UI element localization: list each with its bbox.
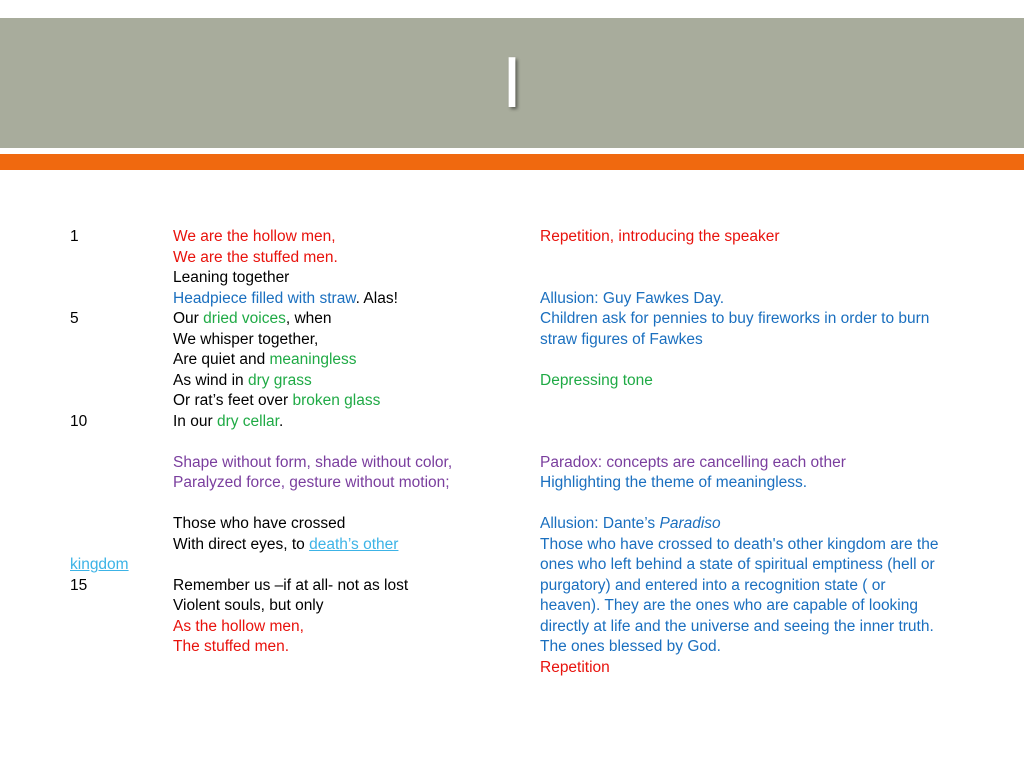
poem-line bbox=[173, 391, 380, 412]
poem-line: As the hollow men, bbox=[173, 617, 304, 635]
highlighted-phrase: Headpiece filled with straw bbox=[173, 289, 356, 307]
poem-line: We are the hollow men, bbox=[173, 228, 336, 245]
annotation: straw figures of Fawkes bbox=[540, 330, 703, 348]
poem-line: We are the stuffed men. bbox=[173, 248, 338, 266]
poem-row bbox=[70, 473, 990, 494]
annotation: ones who left behind a state of spiritual emptiness (hell or bbox=[540, 556, 935, 573]
highlighted-phrase: dried voices bbox=[203, 310, 286, 327]
annotation: Allusion: Guy Fawkes Day. bbox=[540, 289, 725, 307]
poem-line: We whisper together, bbox=[173, 330, 319, 348]
annotation: Depressing tone bbox=[540, 371, 653, 389]
annotation: Paradox: concepts are cancelling each other bbox=[540, 453, 846, 471]
highlighted-phrase: meaningless bbox=[269, 351, 357, 368]
poem-line: Remember us –if at all- not as lost bbox=[173, 576, 409, 594]
poem-line bbox=[173, 412, 283, 433]
poem-row bbox=[70, 289, 990, 310]
annotation: purgatory) and entered into a recognition state ( or bbox=[540, 576, 886, 594]
annotation bbox=[540, 514, 721, 535]
line-number: 1 bbox=[70, 228, 79, 245]
poem-text: Our bbox=[173, 310, 204, 327]
annotation: Repetition, introducing the speaker bbox=[540, 228, 780, 245]
line-number: 5 bbox=[70, 310, 79, 327]
poem-row bbox=[70, 617, 990, 638]
poem-row bbox=[70, 535, 990, 556]
poem-text: Are quiet and bbox=[173, 351, 270, 368]
poem-text: . Alas! bbox=[355, 289, 398, 307]
poem-line bbox=[173, 350, 357, 371]
poem-text: , when bbox=[285, 310, 332, 327]
poem-row bbox=[70, 514, 990, 535]
poem-row bbox=[70, 555, 990, 576]
poem-text: Or rat’s feet over bbox=[173, 392, 293, 409]
line-number: 15 bbox=[70, 576, 88, 594]
poem-line: Shape without form, shade without color, bbox=[173, 453, 453, 471]
poem-line: Violent souls, but only bbox=[173, 597, 324, 614]
annotation: Repetition bbox=[540, 658, 610, 676]
poem-row bbox=[70, 268, 990, 289]
poem-line bbox=[173, 289, 398, 310]
highlighted-phrase: broken glass bbox=[292, 392, 381, 409]
poem-row bbox=[70, 309, 990, 330]
annotation: Those who have crossed to death's other kingdom are the bbox=[540, 535, 939, 553]
poem-line: Those who have crossed bbox=[173, 515, 346, 532]
title-band bbox=[0, 18, 1024, 148]
annotation-text: Allusion: Dante’s bbox=[540, 515, 660, 532]
highlighted-phrase: dry grass bbox=[247, 371, 312, 389]
poem-line: Leaning together bbox=[173, 269, 290, 286]
annotation: Highlighting the theme of meaningless. bbox=[540, 474, 808, 491]
poem-row bbox=[70, 330, 990, 351]
poem-row bbox=[70, 596, 990, 617]
poem-row bbox=[70, 391, 990, 412]
poem-row bbox=[70, 227, 990, 248]
annotation: The ones blessed by God. bbox=[540, 638, 721, 655]
line-number: 10 bbox=[70, 412, 88, 430]
annotation: heaven). They are the ones who are capable of looking bbox=[540, 597, 918, 614]
poem-line bbox=[173, 535, 398, 556]
poem-text: In our bbox=[173, 412, 217, 430]
slide-title: I bbox=[501, 43, 522, 123]
blank-row bbox=[70, 494, 990, 515]
poem-row bbox=[70, 576, 990, 597]
annotation: Children ask for pennies to buy fireworks in order to burn bbox=[540, 310, 930, 327]
poem-row bbox=[70, 637, 990, 658]
poem-line bbox=[173, 309, 332, 330]
death-other-kingdom-link[interactable]: death’s other bbox=[309, 535, 399, 553]
poem-row bbox=[70, 658, 990, 679]
poem-row bbox=[70, 412, 990, 433]
poem-line: Paralyzed force, gesture without motion; bbox=[173, 474, 450, 491]
accent-stripe bbox=[0, 154, 1024, 170]
poem-row bbox=[70, 350, 990, 371]
poem-line: The stuffed men. bbox=[173, 638, 290, 655]
poem-analysis-body bbox=[70, 227, 990, 678]
highlighted-phrase: dry cellar bbox=[216, 412, 279, 430]
poem-text: As wind in bbox=[173, 371, 248, 389]
poem-text: With direct eyes, to bbox=[173, 535, 310, 553]
annotation: directly at life and the universe and seeing the inner truth. bbox=[540, 617, 934, 635]
annotation-title: Paradiso bbox=[659, 515, 721, 532]
poem-text: . bbox=[278, 412, 284, 430]
blank-row bbox=[70, 432, 990, 453]
poem-row bbox=[70, 453, 990, 474]
poem-row bbox=[70, 248, 990, 269]
poem-row bbox=[70, 371, 990, 392]
kingdom-link[interactable]: kingdom bbox=[70, 556, 129, 573]
poem-line bbox=[173, 371, 312, 392]
